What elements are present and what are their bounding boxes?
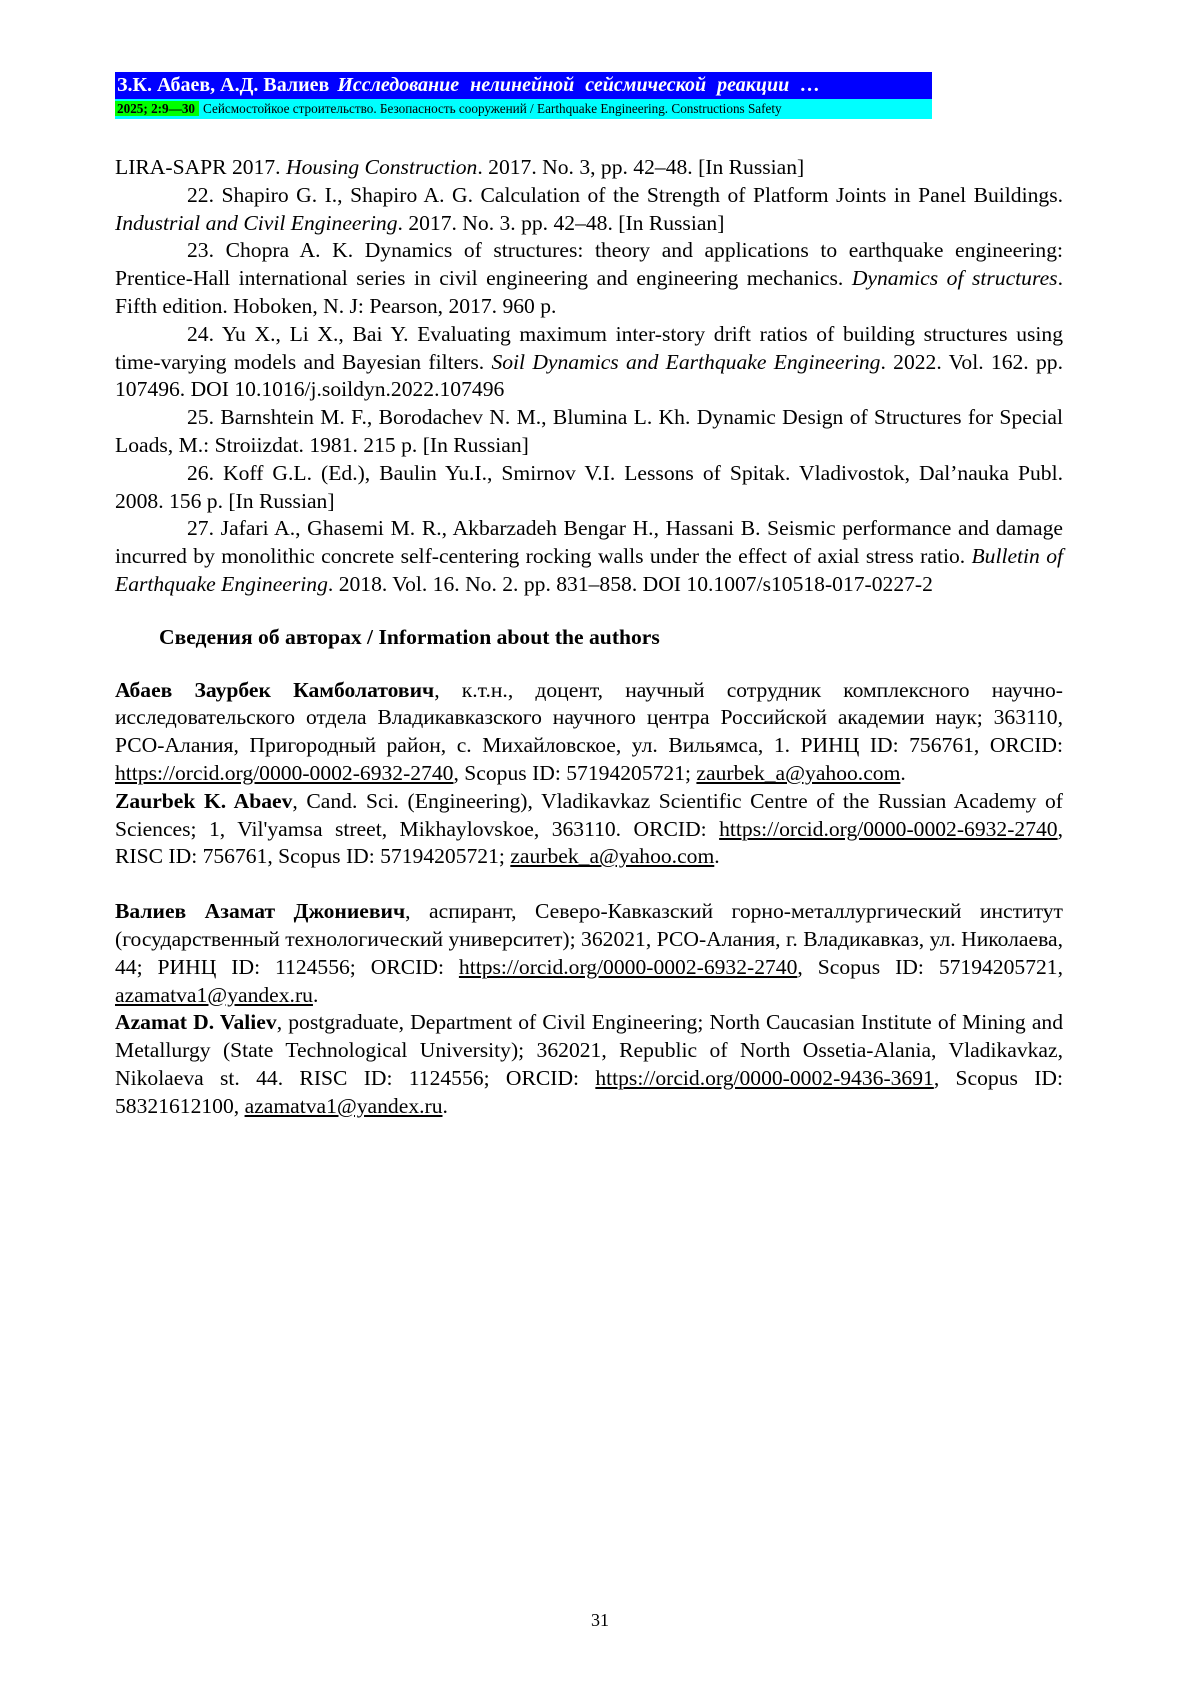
reference-24: 24. Yu X., Li X., Bai Y. Evaluating maximum inter-story drift ratios of building structures using time-varying models and Bayesian filters. Soil Dynamics and Earthquake Engineering. 2022. Vol. 162. pp. 107496. DOI 10.1016/j.soildyn.2022.107496: [115, 321, 1063, 402]
author-2-ru-orcid-link[interactable]: https://orcid.org/0000-0002-6932-2740: [458, 954, 798, 979]
author-2-en: Azamat D. Valiev, postgraduate, Department of Civil Engineering; North Caucasian Institute of Mining and Metallurgy (State Technological University); 362021, Republic of North Ossetia-Alania, Vladikavkaz, Nikolaeva st. 44. RISC ID: 1124556; ORCID: https://orcid.org/0000-0002-9436-3691, Scopus ID: 58321612100, azamatva1@yandex.ru.: [115, 1010, 1063, 1118]
header-journal: Сейсмостойкое строительство. Безопасность сооружений / Earthquake Engineering. Constructions Safety: [203, 101, 782, 116]
reference-25: 25. Barnshtein M. F., Borodachev N. M., Blumina L. Kh. Dynamic Design of Structures for Special Loads, M.: Stroiizdat. 1981. 215 p. [In Russian]: [115, 405, 1063, 457]
author-2-en-orcid-link[interactable]: https://orcid.org/0000-0002-9436-3691: [595, 1065, 934, 1090]
header-journal-bar: [115, 99, 932, 119]
author-1-ru: Абаев Заурбек Камболатович, к.т.н., доцент, научный сотрудник комплексного научно-исследовательского отдела Владикавказского научного центра Российской академии наук; 363110, РСО-Алания, Пригородный район, с. Михайловское, ул. Вильямса, 1. РИНЦ ID: 756761, ORCID: https://orcid.org/0000-0002-6932-2740, Scopus ID: 57194205721; zaurbek_a@yahoo.com.: [115, 677, 1063, 785]
header-authors: З.К. Абаев, А.Д. Валиев: [117, 74, 330, 96]
reference-22: 22. Shapiro G. I., Shapiro A. G. Calculation of the Strength of Platform Joints in Panel Buildings. Industrial and Civil Engineering. 2017. No. 3. pp. 42–48. [In Russian]: [115, 182, 1063, 235]
section-title-authors: Сведения об авторах / Information about the authors: [159, 624, 660, 649]
author-1-ru-orcid-link[interactable]: https://orcid.org/0000-0002-6932-2740: [115, 760, 454, 785]
author-1-en-orcid-link[interactable]: https://orcid.org/0000-0002-6932-2740: [719, 816, 1058, 841]
running-header: [115, 72, 932, 119]
author-2-en-email-link[interactable]: azamatva1@yandex.ru: [244, 1093, 443, 1118]
header-title: Исследование нелинейной сейсмической реакции …: [337, 74, 821, 96]
reference-26: 26. Koff G.L. (Ed.), Baulin Yu.I., Smirnov V.I. Lessons of Spitak. Vladivostok, Dal’nauka Publ. 2008. 156 p. [In Russian]: [115, 460, 1063, 513]
page-number: 31: [591, 1610, 609, 1630]
header-issue: 2025; 2:9—30: [115, 101, 199, 116]
author-1-en: Zaurbek K. Abaev, Cand. Sci. (Engineering), Vladikavkaz Scientific Centre of the Russian Academy of Sciences; 1, Vil'yamsa street, Mikhaylovskoe, 363110. ORCID: https://orcid.org/0000-0002-6932-2740, RISC ID: 756761, Scopus ID: 57194205721; zaurbek_a@yahoo.com.: [115, 788, 1064, 869]
author-1-en-email-link[interactable]: zaurbek_a@yahoo.com: [510, 844, 715, 869]
header-authors-title-bar: [115, 72, 932, 99]
author-2-ru-email-link[interactable]: azamatva1@yandex.ru: [115, 982, 313, 1007]
reference-21-continuation: LIRA-SAPR 2017. Housing Construction. 2017. No. 3, pp. 42–48. [In Russian]: [115, 155, 805, 179]
spacer: [115, 871, 1063, 898]
reference-27: 27. Jafari A., Ghasemi M. R., Akbarzadeh Bengar H., Hassani B. Seismic performance and damage incurred by monolithic concrete self-centering rocking walls under the effect of axial stress ratio. Bulletin of Earthquake Engineering. 2018. Vol. 16. No. 2. pp. 831–858. DOI 10.1007/s10518-017-0227-2: [115, 516, 1063, 596]
author-1-ru-email-link[interactable]: zaurbek_a@yahoo.com: [696, 760, 901, 785]
reference-23: 23. Chopra A. K. Dynamics of structures: theory and applications to earthquake engineering: Prentice-Hall international series in civil engineering and engineering mechanics. Dynamics of structures. Fifth edition. Hoboken, N. J: Pearson, 2017. 960 p.: [115, 238, 1063, 318]
page-content: [115, 154, 1063, 1121]
author-2-ru: Валиев Азамат Джониевич, аспирант, Северо-Кавказский горно-металлургический институт (государственный технологический университет); 362021, РСО-Алания, г. Владикавказ, ул. Николаева, 44; РИНЦ ID: 1124556; ORCID: https://orcid.org/0000-0002-6932-2740, Scopus ID: 57194205721, azamatva1@yandex.ru.: [115, 899, 1063, 1007]
